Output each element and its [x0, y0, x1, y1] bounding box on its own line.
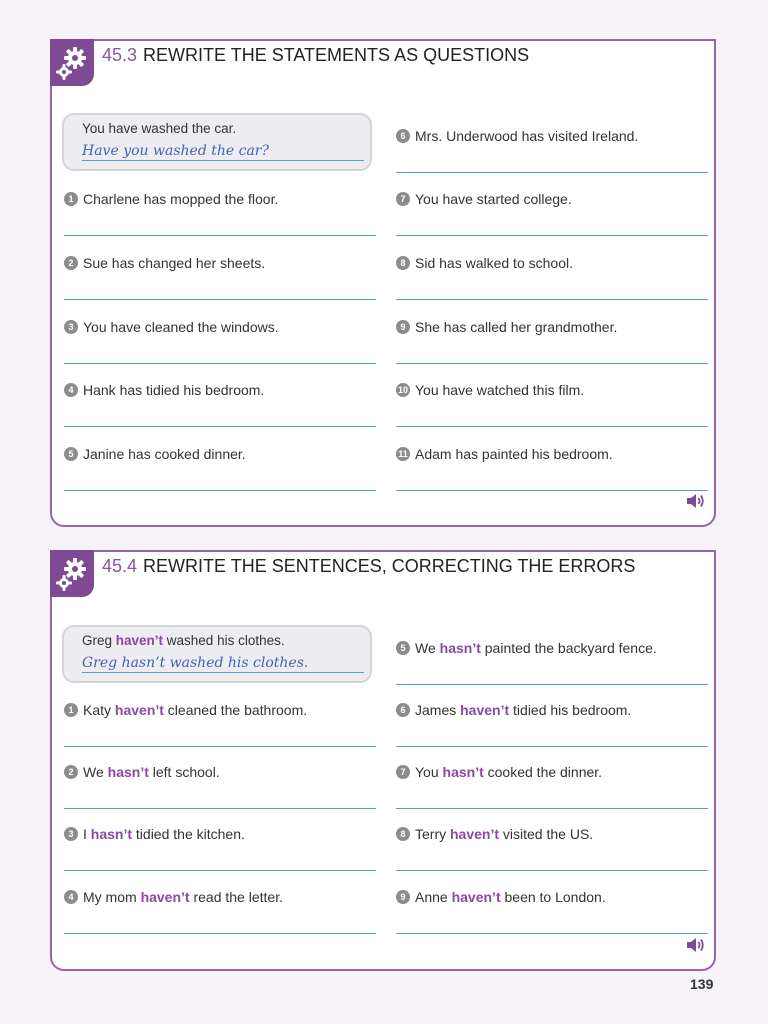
answer-line[interactable] — [64, 363, 376, 364]
exercise-item — [64, 889, 376, 949]
item-number: 8 — [396, 256, 410, 270]
item-text: We hasn’t left school. — [83, 764, 220, 780]
exercise-item — [396, 446, 708, 506]
example-box — [62, 625, 372, 683]
gears-icon — [50, 550, 94, 597]
speaker-icon[interactable] — [686, 492, 706, 515]
item-number: 6 — [396, 703, 410, 717]
answer-line[interactable] — [396, 684, 708, 685]
speaker-icon[interactable] — [686, 936, 706, 959]
item-number: 9 — [396, 890, 410, 904]
exercise-45-3-panel — [50, 39, 716, 527]
section-title — [102, 556, 635, 577]
exercise-item — [396, 640, 708, 700]
answer-line[interactable] — [396, 490, 708, 491]
exercise-item — [64, 702, 376, 762]
item-text: Charlene has mopped the floor. — [83, 191, 279, 207]
item-text: Mrs. Underwood has visited Ireland. — [415, 128, 639, 144]
section-title — [102, 45, 529, 66]
answer-line[interactable] — [396, 363, 708, 364]
exercise-item — [64, 826, 376, 886]
answer-line[interactable] — [64, 870, 376, 871]
item-number: 10 — [397, 385, 408, 395]
answer-line[interactable] — [396, 299, 708, 300]
answer-line[interactable] — [396, 870, 708, 871]
answer-line[interactable] — [396, 172, 708, 173]
item-number: 1 — [64, 192, 78, 206]
answer-line[interactable] — [64, 490, 376, 491]
item-number: 1 — [64, 703, 78, 717]
exercise-item — [396, 255, 708, 315]
example-prompt: You have washed the car. — [82, 121, 237, 136]
exercise-item — [396, 128, 708, 188]
answer-line[interactable] — [64, 426, 376, 427]
exercise-item — [64, 191, 376, 251]
gears-icon — [50, 39, 94, 86]
exercise-item — [396, 382, 708, 442]
example-answer: Greg hasn’t washed his clothes. — [82, 655, 364, 673]
item-text: Katy haven’t cleaned the bathroom. — [83, 702, 308, 718]
answer-line[interactable] — [64, 808, 376, 809]
item-text: Anne haven’t been to London. — [415, 889, 606, 905]
exercise-item — [396, 826, 708, 886]
item-number: 7 — [396, 192, 410, 206]
answer-line[interactable] — [396, 808, 708, 809]
answer-line[interactable] — [396, 933, 708, 934]
item-text: My mom haven’t read the letter. — [83, 889, 283, 905]
item-text: We hasn’t painted the backyard fence. — [415, 640, 657, 656]
answer-line[interactable] — [396, 746, 708, 747]
answer-line[interactable] — [64, 746, 376, 747]
item-text: You have started college. — [415, 191, 572, 207]
item-text: I hasn’t tidied the kitchen. — [83, 826, 245, 842]
item-number: 2 — [64, 256, 78, 270]
exercise-item — [396, 889, 708, 949]
item-text: You hasn’t cooked the dinner. — [415, 764, 603, 780]
exercise-item — [64, 764, 376, 824]
example-box — [62, 113, 372, 171]
item-number: 3 — [64, 320, 78, 334]
item-number: 2 — [64, 765, 78, 779]
item-text: You have cleaned the windows. — [83, 319, 279, 335]
exercise-item — [64, 382, 376, 442]
item-text: Hank has tidied his bedroom. — [83, 382, 265, 398]
item-text: Janine has cooked dinner. — [83, 446, 246, 462]
section-heading: REWRITE THE SENTENCES, CORRECTING THE ERRORS — [143, 556, 636, 576]
item-number: 9 — [396, 320, 410, 334]
item-text: Sue has changed her sheets. — [83, 255, 266, 271]
answer-line[interactable] — [396, 426, 708, 427]
exercise-item — [396, 764, 708, 824]
section-number: 45.3 — [102, 45, 138, 65]
exercise-item — [396, 191, 708, 251]
item-number: 8 — [396, 827, 410, 841]
exercise-item — [64, 446, 376, 506]
section-heading: REWRITE THE STATEMENTS AS QUESTIONS — [143, 45, 530, 65]
exercise-item — [396, 702, 708, 762]
example-answer: Have you washed the car? — [82, 143, 364, 161]
item-text: Terry haven’t visited the US. — [415, 826, 594, 842]
item-number: 5 — [64, 447, 78, 461]
exercise-item — [396, 319, 708, 379]
item-number: 7 — [396, 765, 410, 779]
item-number: 11 — [396, 447, 410, 461]
item-text: Adam has painted his bedroom. — [415, 446, 613, 462]
item-text: She has called her grandmother. — [415, 319, 618, 335]
item-number: 5 — [396, 641, 410, 655]
answer-line[interactable] — [396, 235, 708, 236]
example-prompt: Greg haven’t washed his clothes. — [82, 633, 285, 648]
item-text: You have watched this film. — [415, 382, 585, 398]
item-number: 3 — [64, 827, 78, 841]
item-text: James haven’t tidied his bedroom. — [415, 702, 632, 718]
item-number: 6 — [396, 129, 410, 143]
item-text: Sid has walked to school. — [415, 255, 573, 271]
answer-line[interactable] — [64, 235, 376, 236]
exercise-item — [64, 255, 376, 315]
item-number: 4 — [64, 890, 78, 904]
answer-line[interactable] — [64, 933, 376, 934]
page-number: 139 — [690, 976, 714, 992]
exercise-item — [64, 319, 376, 379]
answer-line[interactable] — [64, 299, 376, 300]
item-number: 4 — [64, 383, 78, 397]
exercise-45-4-panel — [50, 550, 716, 971]
section-number: 45.4 — [102, 556, 138, 576]
